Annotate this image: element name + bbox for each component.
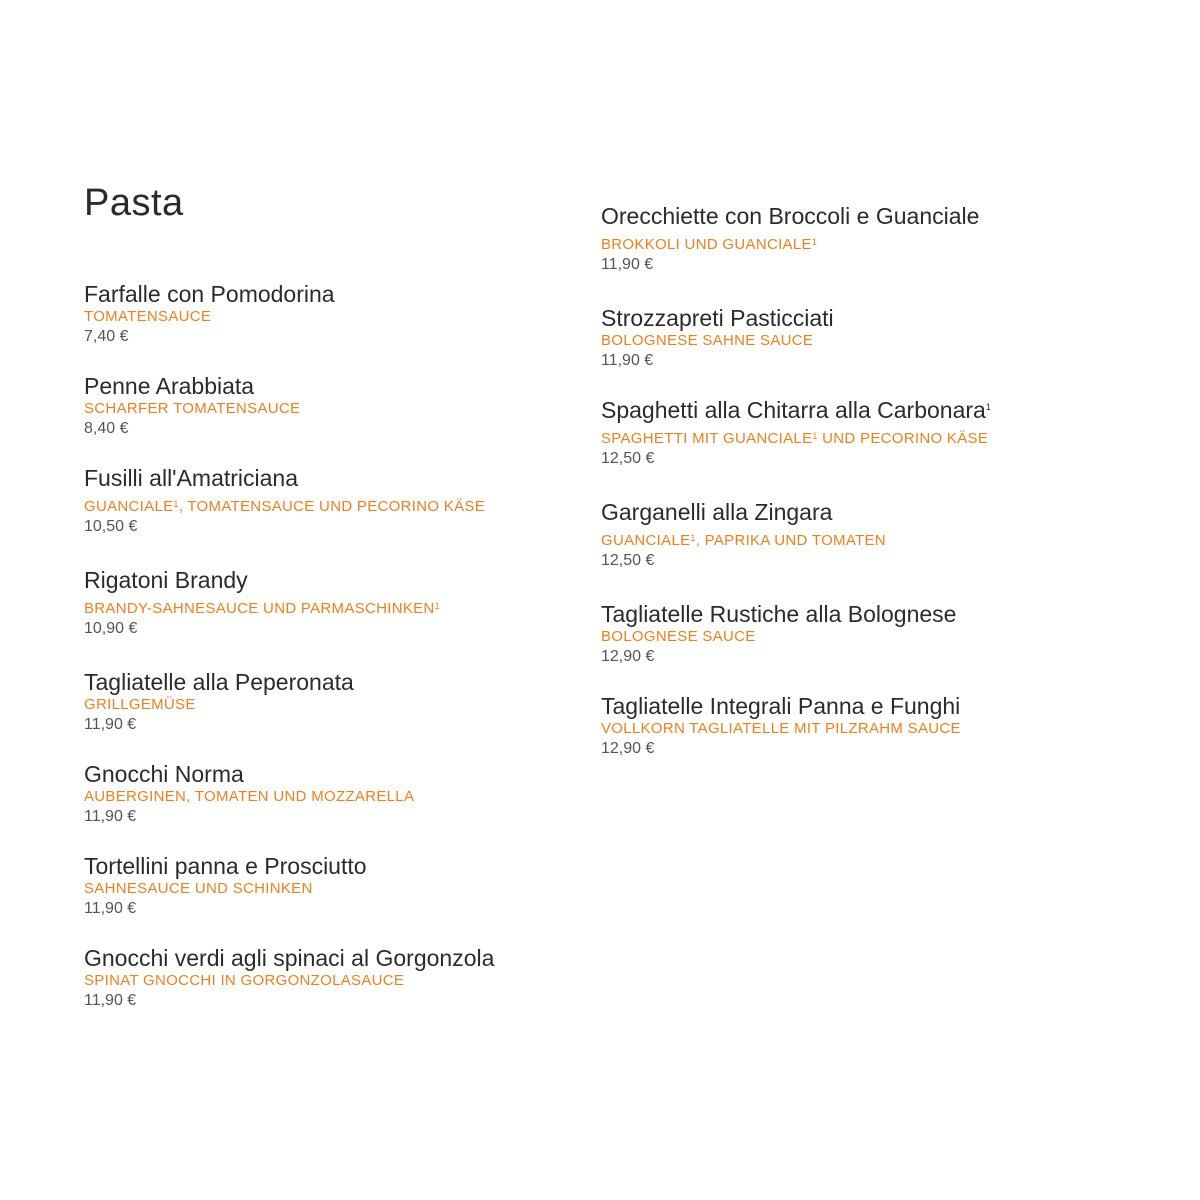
- dish-name: Strozzapreti Pasticciati: [601, 305, 834, 331]
- dish-description: GRILLGEMÜSE: [84, 696, 196, 713]
- desc-part: , TOMATENSAUCE UND PECORINO KÄSE: [178, 498, 486, 515]
- menu-item-spaghetti-carbonara: [601, 396, 1121, 470]
- desc-part: SPAGHETTI MIT GUANCIALE: [601, 430, 813, 447]
- menu-item-fusilli: [84, 464, 604, 538]
- dish-name: Tortellini panna e Prosciutto: [84, 853, 367, 879]
- footnote-marker: 1: [985, 402, 991, 412]
- menu-item-garganelli: [601, 498, 1121, 572]
- dish-name: Gnocchi Norma: [84, 761, 244, 787]
- dish-name: Gnocchi verdi agli spinaci al Gorgonzola: [84, 945, 495, 971]
- dish-description: [601, 430, 1121, 448]
- footnote-marker: 1: [173, 499, 179, 509]
- dish-description: SCHARFER TOMATENSAUCE: [84, 400, 301, 417]
- menu-item-penne: [84, 372, 604, 440]
- dish-price: 12,90 €: [601, 740, 655, 757]
- menu-item-gnocchi-norma: [84, 760, 604, 828]
- dish-price: 12,50 €: [601, 552, 655, 569]
- menu-item-strozzapreti: [601, 304, 1121, 372]
- dish-price: 10,50 €: [84, 518, 138, 535]
- dish-price: 10,90 €: [84, 620, 138, 637]
- dish-name: Farfalle con Pomodorina: [84, 281, 335, 307]
- dish-name: Tagliatelle Integrali Panna e Funghi: [601, 693, 961, 719]
- desc-part: , PAPRIKA UND TOMATEN: [695, 532, 886, 549]
- dish-name: Fusilli all'Amatriciana: [84, 465, 299, 491]
- dish-description: TOMATENSAUCE: [84, 308, 212, 325]
- dish-name: Orecchiette con Broccoli e Guanciale: [601, 203, 980, 229]
- dish-name: Penne Arabbiata: [84, 373, 255, 399]
- desc-part: UND PECORINO KÄSE: [817, 430, 989, 447]
- dish-price: 8,40 €: [84, 420, 129, 437]
- dish-name: Garganelli alla Zingara: [601, 499, 833, 525]
- desc-part: BRANDY-SAHNESAUCE UND PARMASCHINKEN: [84, 600, 435, 617]
- dish-description: SAHNESAUCE UND SCHINKEN: [84, 880, 313, 897]
- dish-description: [84, 600, 604, 618]
- section-title: Pasta: [84, 182, 184, 224]
- dish-description: [601, 532, 1121, 550]
- dish-name: Tagliatelle alla Peperonata: [84, 669, 354, 695]
- desc-part: BROKKOLI UND GUANCIALE: [601, 236, 812, 253]
- dish-price: 12,50 €: [601, 450, 655, 467]
- dish-description: SPINAT GNOCCHI IN GORGONZOLASAUCE: [84, 972, 405, 989]
- dish-description: BOLOGNESE SAUCE: [601, 628, 756, 645]
- menu-item-orecchiette: [601, 202, 1121, 276]
- dish-name: Tagliatelle Rustiche alla Bolognese: [601, 601, 957, 627]
- dish-name: [601, 396, 1121, 424]
- dish-description: [601, 236, 1121, 254]
- dish-price: 12,90 €: [601, 648, 655, 665]
- menu-item-farfalle: [84, 280, 604, 348]
- dish-price: 11,90 €: [84, 992, 137, 1009]
- dish-description: AUBERGINEN, TOMATEN UND MOZZARELLA: [84, 788, 415, 805]
- footnote-marker: 1: [811, 237, 818, 247]
- dish-description: BOLOGNESE SAHNE SAUCE: [601, 332, 814, 349]
- menu-item-tagliatelle-bolognese: [601, 600, 1121, 668]
- desc-part: GUANCIALE: [84, 498, 174, 515]
- menu-item-tagliatelle-integrali: [601, 692, 1121, 760]
- dish-price: 7,40 €: [84, 328, 129, 345]
- dish-price: 11,90 €: [84, 900, 137, 917]
- menu-item-tortellini: [84, 852, 604, 920]
- dish-price: 11,90 €: [601, 352, 654, 369]
- desc-part: GUANCIALE: [601, 532, 691, 549]
- name-part: Spaghetti alla Chitarra alla Carbonara: [601, 397, 986, 423]
- menu-item-gnocchi-verdi: [84, 944, 604, 1012]
- dish-price: 11,90 €: [601, 256, 654, 273]
- footnote-marker: 1: [434, 601, 440, 611]
- footnote-marker: 1: [812, 431, 818, 441]
- dish-description: VOLLKORN TAGLIATELLE MIT PILZRAHM SAUCE: [601, 720, 961, 737]
- menu-item-tagliatelle-peperonata: [84, 668, 604, 736]
- menu-item-rigatoni: [84, 566, 604, 640]
- dish-price: 11,90 €: [84, 808, 137, 825]
- dish-name: Rigatoni Brandy: [84, 567, 248, 593]
- dish-description: [84, 498, 604, 516]
- dish-price: 11,90 €: [84, 716, 137, 733]
- footnote-marker: 1: [690, 533, 696, 543]
